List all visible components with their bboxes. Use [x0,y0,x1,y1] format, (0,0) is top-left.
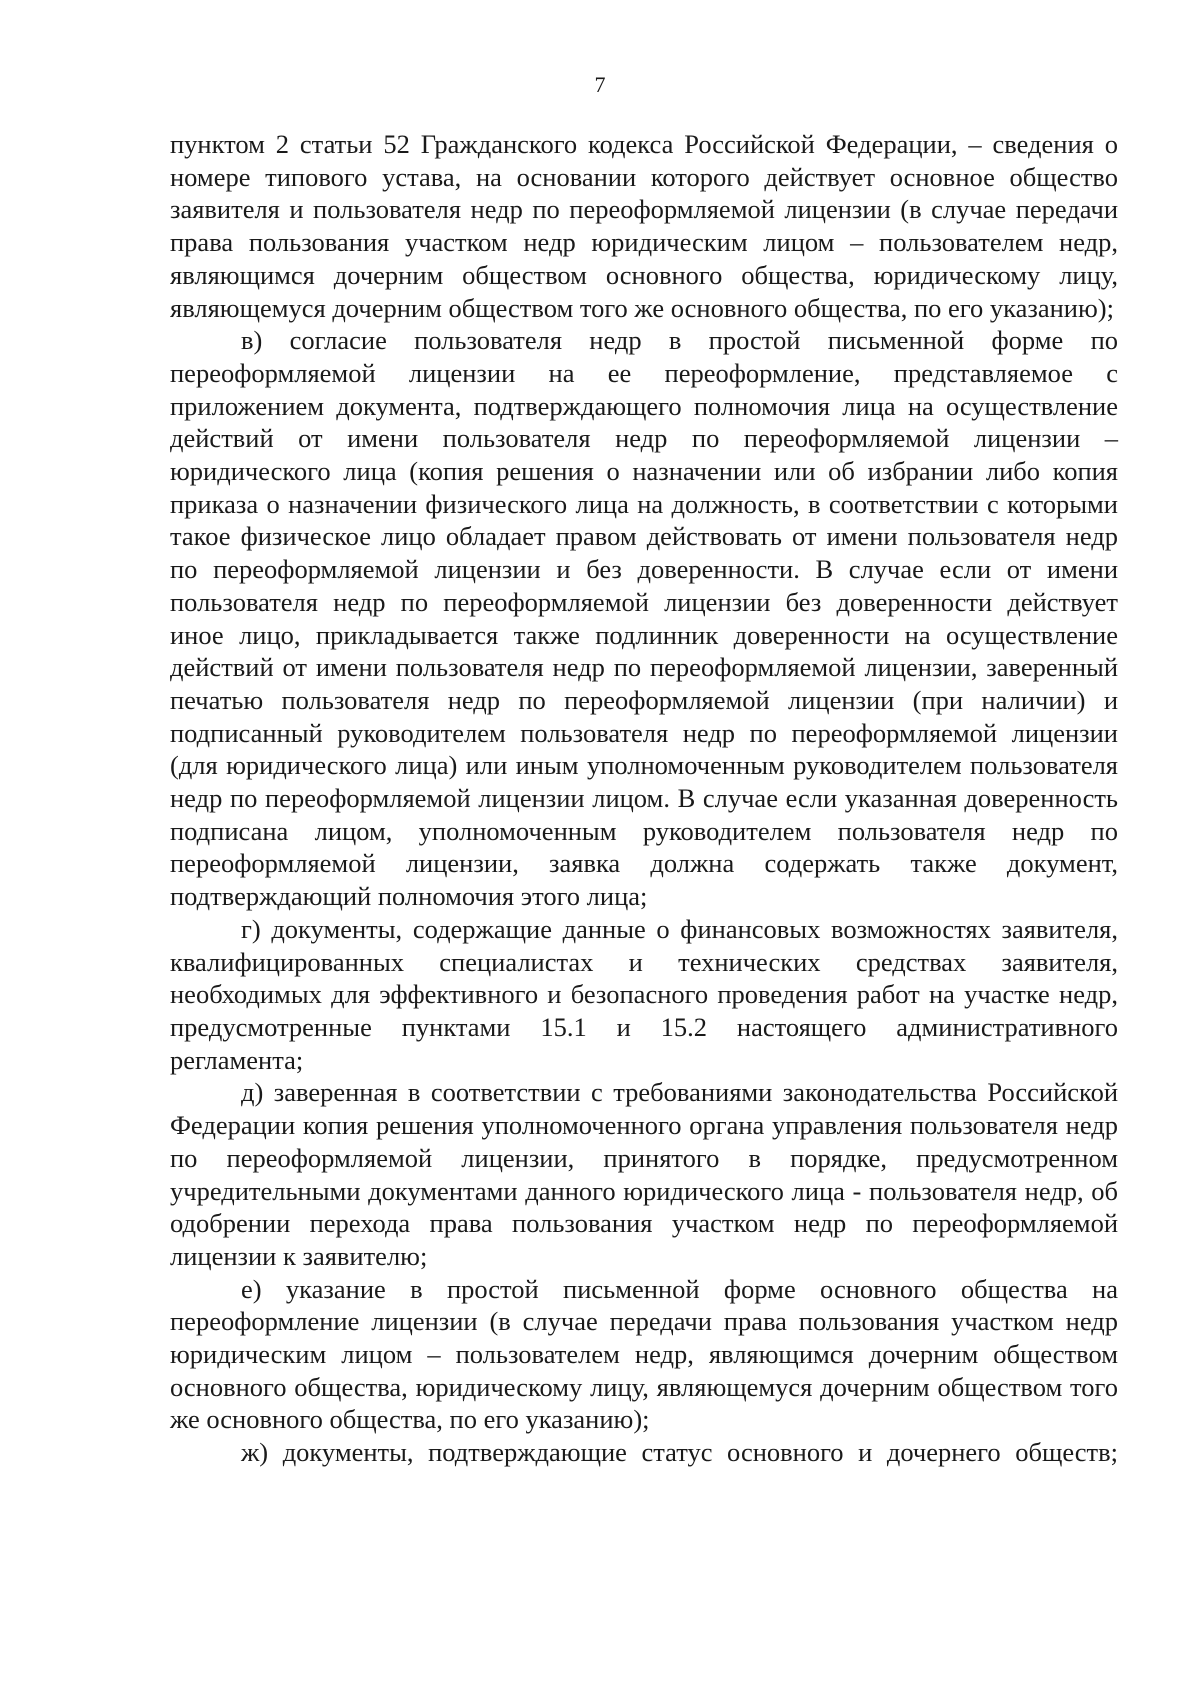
paragraph-g: г) документы, содержащие данные о финансовых возможностях заявителя, квалифицированных специалистах и технических средствах заявителя, необходимых для эффективного и безопасного проведения работ на участке недр, предусмотренные пунктами 15.1 и 15.2 настоящего административного регламента; [170,913,1118,1075]
paragraph-e: е) указание в простой письменной форме основного общества на переоформление лицензии (в случае передачи права пользования участком недр юридическим лицом – пользователем недр, являющимся дочерним обществом основного общества, юридическому лицу, являющемуся дочерним обществом того же основного общества, по его указанию); [170,1273,1118,1435]
paragraph-d: д) заверенная в соответствии с требованиями законодательства Российской Федерации копия решения уполномоченного органа управления пользователя недр по переоформляемой лицензии, принятого в порядке, предусмотренном учредительными документами данного юридического лица - пользователя недр, об одобрении перехода права пользования участком недр по переоформляемой лицензии к заявителю; [170,1077,1118,1271]
document-body [170,128,1118,1469]
paragraph-intro: пунктом 2 статьи 52 Гражданского кодекса Российской Федерации, – сведения о номере типового устава, на основании которого действует основное общество заявителя и пользователя недр по переоформляемой лицензии (в случае передачи права пользования участком недр юридическим лицом – пользователем недр, являющимся дочерним обществом основного общества, юридическому лицу, являющемуся дочерним обществом того же основного общества, по его указанию); [170,129,1118,323]
paragraph-zh: ж) документы, подтверждающие статус основного и дочернего обществ; [241,1437,1118,1468]
paragraph-v: в) согласие пользователя недр в простой письменной форме по переоформляемой лицензии на ее переоформление, представляемое с приложением документа, подтверждающего полномочия лица на осуществление действий от имени пользователя недр по переоформляемой лицензии – юридического лица (копия решения о назначении или об избрании либо копия приказа о назначении физического лица на должность, в соответствии с которыми такое физическое лицо обладает правом действовать от имени пользователя недр по переоформляемой лицензии и без доверенности. В случае если от имени пользователя недр по переоформляемой лицензии без доверенности действует иное лицо, прикладывается также подлинник доверенности на осуществление действий от имени пользователя недр по переоформляемой лицензии, заверенный печатью пользователя недр по переоформляемой лицензии (при наличии) и подписанный руководителем пользователя недр по переоформляемой лицензии (для юридического лица) или иным уполномоченным руководителем пользователя недр по переоформляемой лицензии лицом. В случае если указанная доверенность подписана лицом, уполномоченным руководителем пользователя недр по переоформляемой лицензии, заявка должна содержать также документ, подтверждающий полномочия этого лица; [170,325,1118,912]
page-number: 7 [594,72,606,97]
